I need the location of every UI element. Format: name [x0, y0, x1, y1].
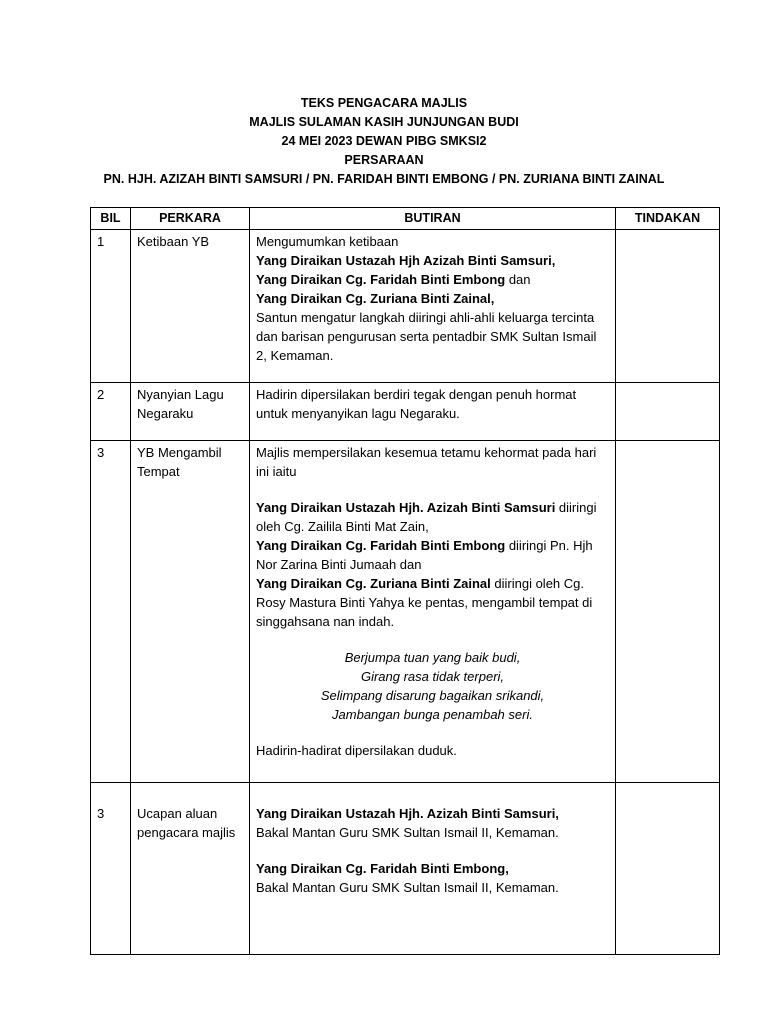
escort-text: diiringi Pn. Hjh Nor Zarina Binti Jumaah dan	[256, 538, 593, 572]
row-action	[616, 230, 720, 383]
details-paragraph: Santun mengatur langkah diiringi ahli-ahli keluarga tercinta dan barisan pengurusan serta pentadbir SMK Sultan Ismail 2, Kemaman.	[256, 310, 597, 363]
honoree-name: Yang Diraikan Ustazah Hjh. Azizah Binti Samsuri	[256, 500, 556, 515]
details-paragraph	[256, 574, 609, 631]
row-number: 3	[91, 783, 131, 955]
table-row	[91, 383, 720, 441]
row-action	[616, 783, 720, 955]
table-header-row	[91, 208, 720, 230]
honoree-name: Yang Diraikan Cg. Faridah Binti Embong	[256, 538, 506, 553]
escort-text: diiringi oleh Cg. Rosy Mastura Binti Yahya ke pentas, mengambil tempat di singgahsana nan indah.	[256, 576, 593, 629]
connector-text: dan	[505, 272, 531, 287]
table-row	[91, 441, 720, 783]
row-item: Ketibaan YB	[131, 230, 250, 383]
details-line: Bakal Mantan Guru SMK Sultan Ismail II, Kemaman.	[256, 825, 559, 840]
column-header-perkara: PERKARA	[131, 208, 250, 230]
details-paragraph	[256, 536, 609, 574]
details-line-bold: Yang Diraikan Ustazah Hjh Azizah Binti Samsuri,	[256, 253, 556, 268]
closing-line: Hadirin-hadirat dipersilakan duduk.	[256, 743, 457, 758]
pantun-line: Jambangan bunga penambah seri.	[332, 707, 533, 722]
column-header-butiran: BUTIRAN	[250, 208, 616, 230]
details-paragraph: Majlis mempersilakan kesemua tetamu kehormat pada hari ini iaitu	[256, 445, 597, 479]
row-item: Nyanyian Lagu Negaraku	[131, 383, 250, 441]
row-action	[616, 441, 720, 783]
date-venue-line: 24 MEI 2023 DEWAN PIBG SMKSI2	[281, 134, 487, 148]
event-name-line: MAJLIS SULAMAN KASIH JUNJUNGAN BUDI	[249, 115, 519, 129]
row-details	[250, 441, 616, 783]
row-details	[250, 783, 616, 955]
details-line-bold: Yang Diraikan Cg. Zuriana Binti Zainal,	[256, 291, 495, 306]
title-line: TEKS PENGACARA MAJLIS	[300, 96, 468, 110]
pantun-line: Berjumpa tuan yang baik budi,	[344, 650, 521, 665]
details-line	[256, 270, 609, 289]
occasion-line: PERSARAAN	[344, 153, 424, 167]
details-line: Mengumumkan ketibaan	[256, 234, 399, 249]
document-header	[0, 94, 768, 189]
pantun-line: Selimpang disarung bagaikan srikandi,	[320, 688, 545, 703]
details-line-bold: Yang Diraikan Cg. Faridah Binti Embong,	[256, 861, 509, 876]
row-details	[250, 383, 616, 441]
table-row	[91, 230, 720, 383]
escort-text: diiringi oleh Cg. Zailila Binti Mat Zain,	[256, 500, 597, 534]
honoree-name: Yang Diraikan Cg. Zuriana Binti Zainal	[256, 576, 491, 591]
row-number: 2	[91, 383, 131, 441]
details-line-bold: Yang Diraikan Ustazah Hjh. Azizah Binti Samsuri,	[256, 806, 559, 821]
details-paragraph	[256, 498, 609, 536]
program-table	[90, 207, 720, 955]
details-line: Bakal Mantan Guru SMK Sultan Ismail II, Kemaman.	[256, 880, 559, 895]
row-item: YB Mengambil Tempat	[131, 441, 250, 783]
table-row	[91, 783, 720, 955]
column-header-tindakan: TINDAKAN	[616, 208, 720, 230]
row-details	[250, 230, 616, 383]
honorees-line: PN. HJH. AZIZAH BINTI SAMSURI / PN. FARIDAH BINTI EMBONG / PN. ZURIANA BINTI ZAINAL	[103, 172, 665, 186]
details-paragraph: Hadirin dipersilakan berdiri tegak dengan penuh hormat untuk menyanyikan lagu Negaraku.	[256, 387, 577, 421]
row-item: Ucapan aluan pengacara majlis	[131, 783, 250, 955]
pantun-verse	[256, 648, 609, 724]
honoree-name: Yang Diraikan Cg. Faridah Binti Embong	[256, 272, 506, 287]
pantun-line: Girang rasa tidak terperi,	[360, 669, 505, 684]
row-number: 1	[91, 230, 131, 383]
row-number: 3	[91, 441, 131, 783]
column-header-bil: BIL	[91, 208, 131, 230]
row-action	[616, 383, 720, 441]
